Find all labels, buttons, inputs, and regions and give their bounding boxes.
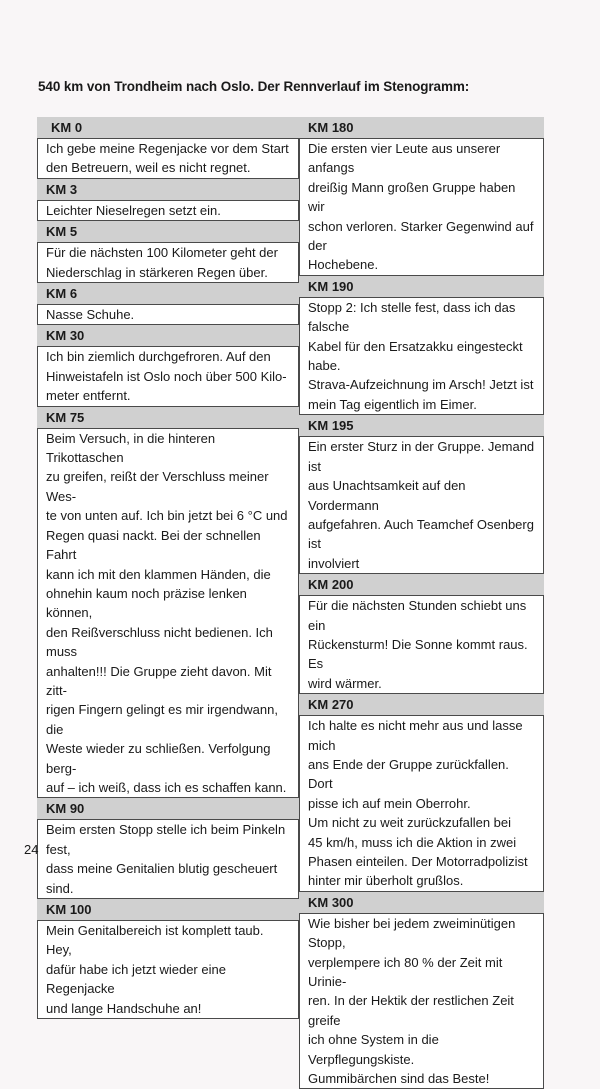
- log-entry: [299, 276, 544, 415]
- log-entry: [299, 694, 544, 892]
- entry-text: Ein erster Sturz in der Gruppe. Jemand ist aus Unachtsamkeit auf den Vordermann aufgefahren. Auch Teamchef Osenberg ist involviert: [299, 436, 544, 574]
- entry-text: Mein Genitalbereich ist komplett taub. Hey, dafür habe ich jetzt wieder eine Regenjacke und lange Handschuhe an!: [37, 920, 299, 1019]
- log-entry: [37, 221, 299, 283]
- log-entry: [37, 283, 299, 325]
- log-entry: [299, 117, 544, 276]
- km-label: KM 200: [299, 574, 544, 595]
- km-label: KM 195: [299, 415, 544, 436]
- km-label: KM 180: [299, 117, 544, 138]
- log-entry: [299, 415, 544, 574]
- entry-text: Stopp 2: Ich stelle fest, dass ich das falsche Kabel für den Ersatzakku eingesteckt habe. Strava-Aufzeichnung im Arsch! Jetzt ist mein Tag eigentlich im Eimer.: [299, 297, 544, 415]
- log-entry: [37, 407, 299, 799]
- km-label: KM 30: [37, 325, 299, 346]
- entry-text: Beim ersten Stopp stelle ich beim Pinkeln fest, dass meine Genitalien blutig gescheuert sind.: [37, 819, 299, 899]
- entry-text: Beim Versuch, in die hinteren Trikottaschen zu greifen, reißt der Verschluss meiner Wes- te von unten auf. Ich bin jetzt bei 6 °C und Regen quasi nackt. Bei der schnellen Fahrt kann ich mit den klammen Händen, die ohnehin kaum noch präzise lenken können, den Reißverschluss nicht bedienen. Ich muss anhalten!!! Die Gruppe zieht davon. Mit zitt- rigen Fingern gelingt es mir irgendwann, die Weste wieder zu schließen. Verfolgung berg- auf – ich weiß, dass ich es schaffen kann.: [37, 428, 299, 799]
- page-number: 24: [24, 842, 39, 857]
- km-label: KM 270: [299, 694, 544, 715]
- log-entry: [37, 798, 299, 899]
- right-column: [299, 117, 544, 1089]
- entry-text: Ich gebe meine Regenjacke vor dem Start den Betreuern, weil es nicht regnet.: [37, 138, 299, 179]
- entry-text: Wie bisher bei jedem zweiminütigen Stopp, verplempere ich 80 % der Zeit mit Urinie- ren. In der Hektik der restlichen Zeit greife ich ohne System in die Verpflegungskiste. Gummibärchen sind das Beste!: [299, 913, 544, 1089]
- km-label: KM 190: [299, 276, 544, 297]
- log-entry: [37, 179, 299, 221]
- log-entry: [299, 574, 544, 694]
- km-label: KM 90: [37, 798, 299, 819]
- km-label: KM 300: [299, 892, 544, 913]
- log-entry: [299, 892, 544, 1089]
- entry-text: Die ersten vier Leute aus unserer anfangs dreißig Mann großen Gruppe haben wir schon verloren. Starker Gegenwind auf der Hochebene.: [299, 138, 544, 276]
- log-entry: [37, 325, 299, 406]
- km-label: KM 100: [37, 899, 299, 920]
- entry-text: Für die nächsten Stunden schiebt uns ein Rückensturm! Die Sonne kommt raus. Es wird wärmer.: [299, 595, 544, 694]
- entry-text: Ich halte es nicht mehr aus und lasse mich ans Ende der Gruppe zurückfallen. Dort pisse ich auf mein Oberrohr. Um nicht zu weit zurückzufallen bei 45 km/h, muss ich die Aktion in zwei Phasen einteilen. Der Motorradpolizist hinter mir überholt grußlos.: [299, 715, 544, 892]
- log-entry: [37, 117, 299, 179]
- entry-text: Leichter Nieselregen setzt ein.: [37, 200, 299, 221]
- km-label: KM 0: [37, 117, 299, 138]
- page-heading: 540 km von Trondheim nach Oslo. Der Rennverlauf im Stenogramm:: [38, 79, 470, 94]
- km-label: KM 3: [37, 179, 299, 200]
- entry-text: Ich bin ziemlich durchgefroren. Auf den Hinweistafeln ist Oslo noch über 500 Kilo- meter entfernt.: [37, 346, 299, 406]
- km-label: KM 6: [37, 283, 299, 304]
- entry-text: Für die nächsten 100 Kilometer geht der Niederschlag in stärkeren Regen über.: [37, 242, 299, 283]
- entry-text: Nasse Schuhe.: [37, 304, 299, 325]
- km-label: KM 5: [37, 221, 299, 242]
- log-entry: [37, 899, 299, 1019]
- km-label: KM 75: [37, 407, 299, 428]
- left-column: [37, 117, 299, 1019]
